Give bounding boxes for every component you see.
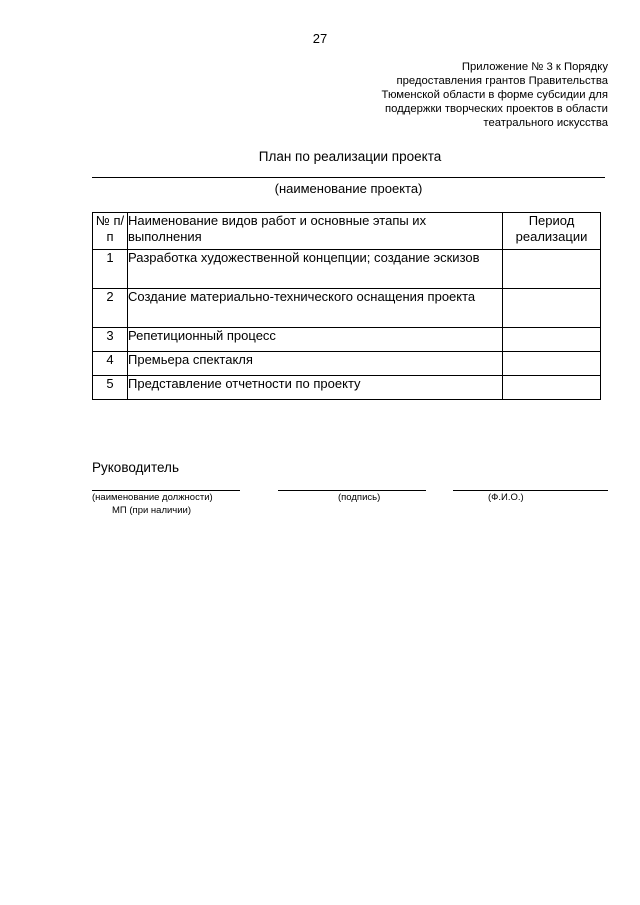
annex-line: театрального искусства: [483, 117, 608, 129]
row-num: 5: [93, 376, 128, 400]
table-row: [93, 328, 601, 352]
annex-line: Тюменской области в форме субсидии для: [381, 89, 608, 101]
name-line: [453, 490, 608, 491]
page-number: 27: [312, 31, 328, 46]
row-num: 1: [93, 250, 128, 289]
header-period: Период реализации: [503, 213, 601, 250]
name-caption: (Ф.И.О.): [488, 492, 524, 503]
project-name-line: [92, 177, 605, 178]
position-line: [92, 490, 240, 491]
table-row: [93, 376, 601, 400]
row-work: Разработка художественной концепции; создание эскизов: [128, 250, 503, 289]
row-period: [503, 250, 601, 289]
header-num: № п/п: [93, 213, 128, 250]
annex-line: Приложение № 3 к Порядку: [461, 61, 608, 73]
row-work: Представление отчетности по проекту: [128, 376, 503, 400]
row-work: Премьера спектакля: [128, 352, 503, 376]
stamp-caption: МП (при наличии): [112, 505, 192, 516]
row-num: 4: [93, 352, 128, 376]
project-name-caption: (наименование проекта): [274, 181, 423, 196]
plan-title: План по реализации проекта: [258, 149, 442, 164]
row-num: 3: [93, 328, 128, 352]
position-caption: (наименование должности): [92, 492, 213, 503]
manager-label: Руководитель: [92, 460, 179, 475]
signature-caption: (подпись): [338, 492, 381, 503]
row-period: [503, 376, 601, 400]
header-work: Наименование видов работ и основные этапы их выполнения: [128, 213, 503, 250]
row-period: [503, 328, 601, 352]
table-header-row: [93, 213, 601, 250]
row-num: 2: [93, 289, 128, 328]
annex-line: поддержки творческих проектов в области: [385, 103, 608, 115]
row-work: Репетиционный процесс: [128, 328, 503, 352]
row-period: [503, 289, 601, 328]
row-period: [503, 352, 601, 376]
plan-table: [92, 212, 601, 400]
annex-note: [308, 60, 608, 130]
table-row: [93, 289, 601, 328]
annex-line: предоставления грантов Правительства: [396, 75, 608, 87]
table-row: [93, 250, 601, 289]
row-work: Создание материально-технического оснащения проекта: [128, 289, 503, 328]
signature-line: [278, 490, 426, 491]
table-row: [93, 352, 601, 376]
